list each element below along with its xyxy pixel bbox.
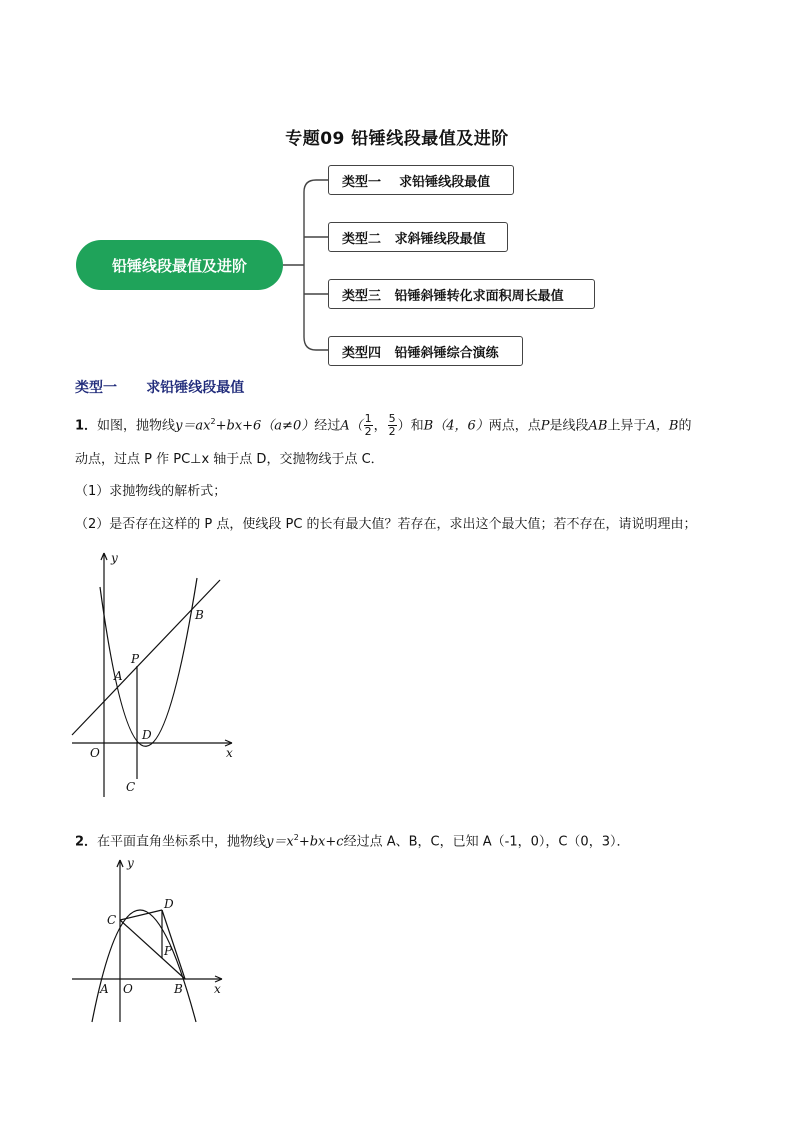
equation-rest: +bx+c bbox=[298, 834, 344, 850]
page-title: 专题09 铅锤线段最值及进阶 bbox=[285, 129, 509, 149]
problem1-question1: （1）求抛物线的解析式； bbox=[75, 484, 227, 499]
text: 经过点 A、B，C，已知 A（-1，0），C（0，3）． bbox=[343, 834, 630, 850]
label-p: P bbox=[131, 652, 140, 666]
label-c: C bbox=[126, 780, 136, 794]
comma: ， bbox=[373, 418, 387, 434]
label-b: B bbox=[174, 982, 183, 996]
label-y: y bbox=[111, 551, 118, 565]
label-p: P bbox=[164, 944, 173, 958]
mindmap-node-type1: 类型一 求铅锤线段最值 bbox=[328, 165, 514, 195]
superscript: 2 bbox=[293, 833, 299, 842]
label-x: x bbox=[214, 982, 221, 996]
equation-rest: +bx+6（a≠0） bbox=[215, 418, 315, 434]
mindmap-node-type4: 类型四 铅锤斜锤综合演练 bbox=[328, 336, 523, 366]
text: 经过 bbox=[314, 418, 341, 434]
point-b: B（4，6） bbox=[423, 418, 489, 434]
label-y: y bbox=[127, 856, 134, 870]
mindmap-node-type2: 类型二 求斜锤线段最值 bbox=[328, 222, 508, 252]
denominator: 2 bbox=[388, 425, 396, 439]
equation: y＝x bbox=[266, 834, 294, 850]
text: 上异于 bbox=[607, 418, 647, 434]
fraction bbox=[388, 413, 397, 438]
text: 两点，点 bbox=[488, 418, 541, 434]
label-b: B bbox=[195, 608, 204, 622]
numerator: 5 bbox=[388, 412, 396, 426]
numerator: 1 bbox=[364, 412, 372, 426]
problem1-number: 1． bbox=[75, 418, 98, 434]
text: 是线段 bbox=[549, 418, 589, 434]
fraction bbox=[364, 413, 373, 438]
denominator: 2 bbox=[364, 425, 372, 439]
problem1-line1 bbox=[75, 412, 691, 438]
problem2-text bbox=[75, 828, 629, 852]
text: 的 bbox=[678, 418, 692, 434]
section-heading: 类型一 求铅锤线段最值 bbox=[75, 380, 245, 396]
point-p: P bbox=[540, 418, 550, 434]
label-c: C bbox=[107, 913, 117, 927]
label-d: D bbox=[142, 728, 152, 742]
label-x: x bbox=[226, 746, 233, 760]
label-a: A bbox=[100, 982, 109, 996]
point-a: A（ bbox=[340, 418, 363, 434]
mindmap-node-type3: 类型三 铅锤斜锤转化求面积周长最值 bbox=[328, 279, 595, 309]
parabola bbox=[100, 578, 197, 746]
line-ab bbox=[72, 580, 220, 735]
label-d: D bbox=[164, 897, 174, 911]
label-a: A bbox=[114, 669, 123, 683]
label-o: O bbox=[90, 746, 100, 760]
figure2-graph bbox=[60, 850, 240, 1030]
problem2-number: 2． bbox=[75, 834, 98, 850]
superscript: 2 bbox=[210, 417, 216, 426]
points-ab: A，B bbox=[646, 418, 679, 434]
mindmap-root: 铅锤线段最值及进阶 bbox=[76, 240, 283, 290]
segment-cd bbox=[120, 910, 162, 920]
problem1-line2: 动点，过点 P 作 PC⊥x 轴于点 D，交抛物线于点 C． bbox=[75, 452, 384, 467]
text: 如图，抛物线 bbox=[97, 418, 176, 434]
text: ）和 bbox=[397, 418, 424, 434]
segment-ab: AB bbox=[588, 418, 608, 434]
text: 在平面直角坐标系中，抛物线 bbox=[97, 834, 267, 850]
figure1-graph bbox=[60, 545, 250, 805]
equation: y＝ax bbox=[175, 418, 211, 434]
label-o: O bbox=[123, 982, 133, 996]
problem1-question2: （2）是否存在这样的 P 点，使线段 PC 的长有最大值？若存在，求出这个最大值；若不存在，请说明理由； bbox=[75, 517, 697, 532]
